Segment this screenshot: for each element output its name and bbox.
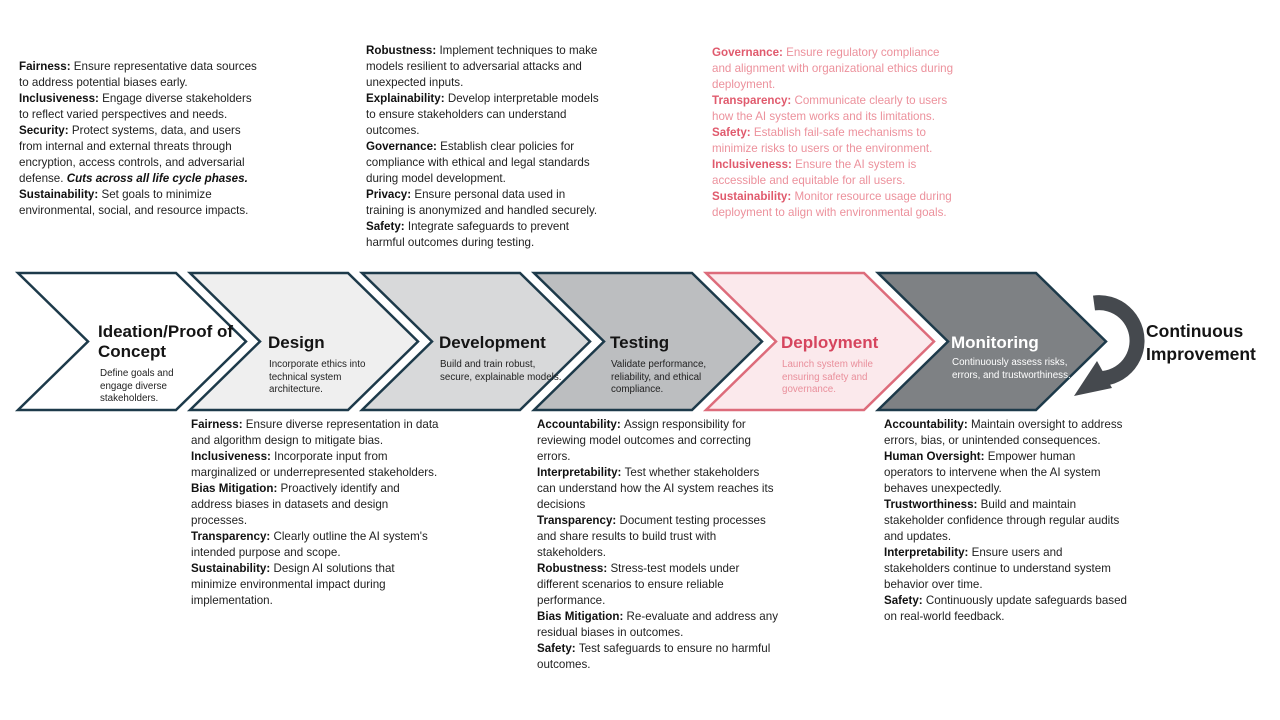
principle-item: Fairness: Ensure diverse representation in data and algorithm design to mitigate bias. xyxy=(191,418,439,447)
principle-item: Privacy: Ensure personal data used in training is anonymized and handled securely. xyxy=(366,187,598,217)
stage-title-3: Development xyxy=(439,333,546,352)
stage-subtitle-1: Define goals and engage diverse stakeholders. xyxy=(100,368,174,405)
stage-subtitle-2: Incorporate ethics into technical system architecture. xyxy=(269,359,366,396)
ethics-notes-monitoring xyxy=(884,417,1127,625)
principle-item: Sustainability: Design AI solutions that minimize environmental impact during implementation. xyxy=(191,561,395,607)
principle-item: Transparency: Communicate clearly to users how the AI system works and its limitations. xyxy=(712,93,948,123)
principle-item: Bias Mitigation: Proactively identify and address biases in datasets and design processes. xyxy=(191,481,400,527)
principle-item: Transparency: Document testing processes and share results to build trust with stakeholders. xyxy=(537,513,766,559)
principle-item: Safety: Establish fail-safe mechanisms to minimize risks to users or the environment. xyxy=(712,125,933,155)
ethics-notes-ideation xyxy=(19,59,259,219)
principle-item: Robustness: Stress-test models under different scenarios to ensure reliable performance. xyxy=(537,561,740,607)
principle-item: Inclusiveness: Ensure the AI system is accessible and equitable for all users. xyxy=(712,157,917,187)
stage-title-4: Testing xyxy=(610,333,670,352)
principle-item: Inclusiveness: Engage diverse stakeholders to reflect varied perspectives and needs. xyxy=(19,91,252,121)
principle-item: Security: Protect systems, data, and users from internal and external threats through encryption, access controls, and adversarial defense. Cuts across all life cycle phases. xyxy=(19,123,248,185)
principle-item: Governance: Ensure regulatory compliance and alignment with organizational ethics during deployment. xyxy=(712,46,954,91)
principle-item: Accountability: Maintain oversight to address errors, bias, or unintended consequences. xyxy=(884,418,1123,447)
principle-item: Safety: Integrate safeguards to prevent harmful outcomes during testing. xyxy=(366,219,570,249)
principle-item: Interpretability: Ensure users and stakeholders continue to understand system behavior over time. xyxy=(884,545,1111,591)
ethics-notes-deployment xyxy=(712,45,955,221)
ethics-notes-testing xyxy=(537,417,780,673)
stage-title-2: Design xyxy=(268,333,325,352)
principle-item: Accountability: Assign responsibility for reviewing model outcomes and correcting errors. xyxy=(537,418,751,463)
ethics-notes-design xyxy=(191,417,440,609)
stage-subtitle-5: Launch system while ensuring safety and governance. xyxy=(782,359,873,396)
principle-item: Explainability: Develop interpretable models to ensure stakeholders can understand outcomes. xyxy=(366,91,599,137)
principle-item: Inclusiveness: Incorporate input from marginalized or underrepresented stakeholders. xyxy=(191,449,438,479)
principle-item: Sustainability: Set goals to minimize environmental, social, and resource impacts. xyxy=(19,187,249,217)
principle-item: Transparency: Clearly outline the AI system's intended purpose and scope. xyxy=(191,529,428,559)
principle-item: Robustness: Implement techniques to make models resilient to adversarial attacks and unexpected inputs. xyxy=(366,44,598,89)
principle-item: Trustworthiness: Build and maintain stakeholder confidence through regular audits and updates. xyxy=(884,497,1120,543)
continuous-improvement-label: Continuous Improvement xyxy=(1146,321,1256,364)
ethics-notes-development xyxy=(366,43,602,251)
principle-item: Sustainability: Monitor resource usage during deployment to align with environmental goals. xyxy=(712,189,952,219)
principle-item: Safety: Test safeguards to ensure no harmful outcomes. xyxy=(537,641,771,671)
stage-title-6: Monitoring xyxy=(951,333,1039,352)
principle-item: Bias Mitigation: Re-evaluate and address any residual biases in outcomes. xyxy=(537,609,778,639)
stage-subtitle-6: Continuously assess risks, errors, and trustworthiness. xyxy=(952,357,1071,381)
stage-title-1: Ideation/Proof of Concept xyxy=(98,322,234,362)
principle-item: Human Oversight: Empower human operators to intervene when the AI system behaves unexpectedly. xyxy=(884,449,1101,495)
stage-subtitle-4: Validate performance, reliability, and ethical compliance. xyxy=(611,359,707,396)
principle-item: Fairness: Ensure representative data sources to address potential biases early. xyxy=(19,60,257,89)
stage-title-5: Deployment xyxy=(781,333,879,352)
stage-subtitle-3: Build and train robust, secure, explainable models. xyxy=(440,359,562,383)
principle-item: Safety: Continuously update safeguards based on real-world feedback. xyxy=(884,593,1127,623)
principle-item: Interpretability: Test whether stakeholders can understand how the AI system reaches its decisions xyxy=(537,465,774,511)
principle-item: Governance: Establish clear policies for compliance with ethical and legal standards during model development. xyxy=(366,139,590,185)
